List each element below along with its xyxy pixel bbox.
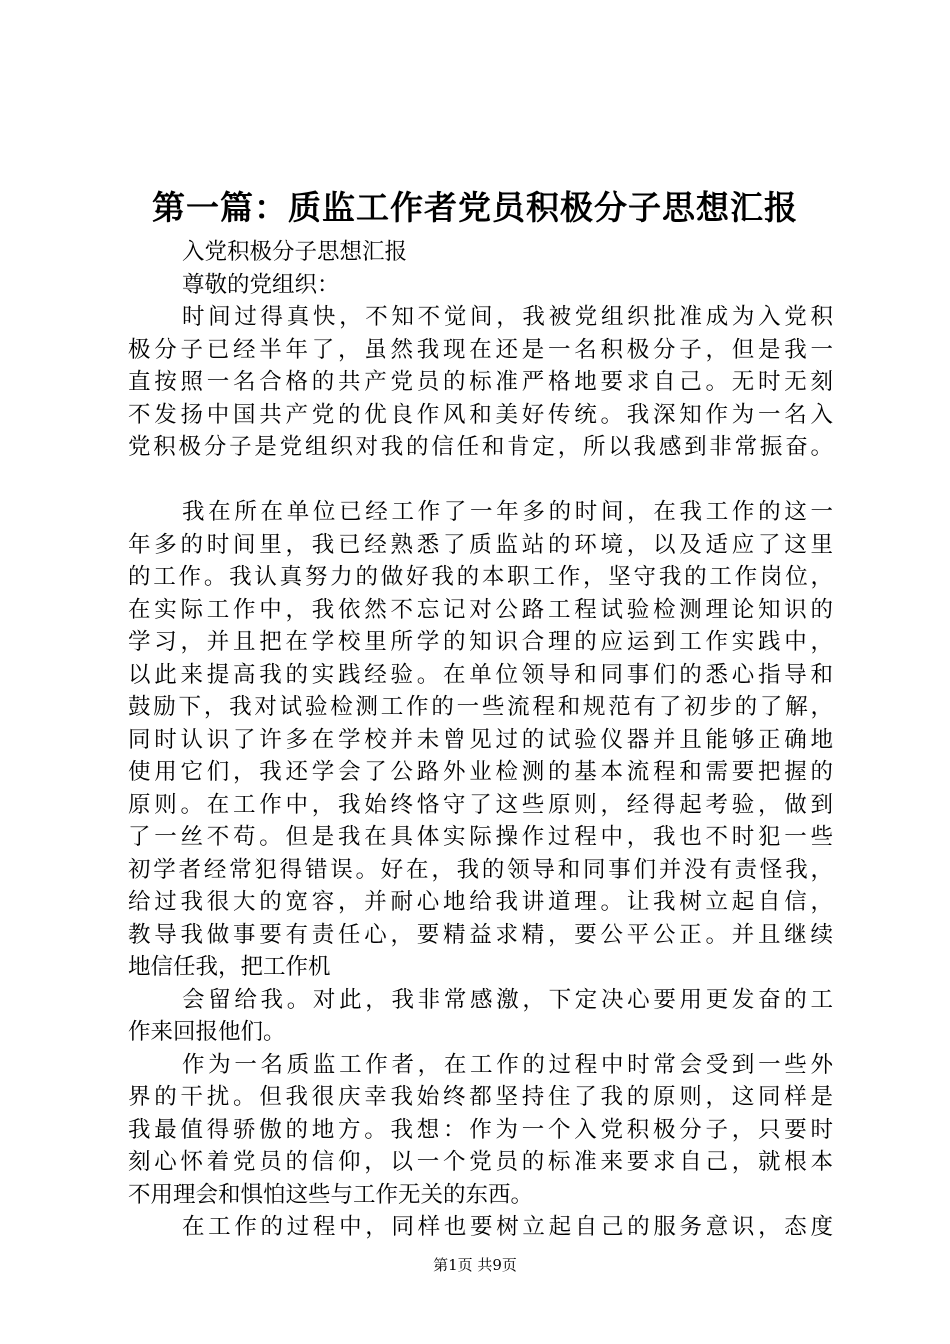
text-line: 给过我很大的宽容，并耐心地给我讲道理。让我树立起自信，: [128, 889, 833, 915]
text-line: 在工作的过程中，同样也要树立起自己的服务意识，态度: [182, 1214, 833, 1240]
text-line: 原则。在工作中，我始终恪守了这些原则，经得起考验，做到: [128, 791, 833, 818]
text-line: 作来回报他们。: [128, 1019, 286, 1045]
blank-line: [128, 464, 833, 497]
text-line: 了一丝不苟。但是我在具体实际操作过程中，我也不时犯一些: [128, 824, 833, 850]
text-line: 鼓励下，我对试验检测工作的一些流程和规范有了初步的了解，: [128, 694, 833, 720]
text-line: 我最值得骄傲的地方。我想：作为一个入党积极分子，只要时: [128, 1116, 833, 1143]
text-line: 学习，并且把在学校里所学的知识合理的应运到工作实践中，: [128, 629, 833, 655]
text-line: 初学者经常犯得错误。好在，我的领导和同事们并没有责怪我，: [128, 856, 833, 883]
text-line: 界的干扰。但我很庆幸我始终都坚持住了我的原则，这同样是: [128, 1084, 833, 1110]
text-line: 同时认识了许多在学校并未曾见过的试验仪器并且能够正确地: [128, 726, 833, 753]
text-line: 的工作。我认真努力的做好我的本职工作，坚守我的工作岗位，: [128, 564, 833, 590]
text-line: 我在所在单位已经工作了一年多的时间，在我工作的这一: [182, 499, 833, 525]
document-body: [128, 236, 833, 1244]
text-line: 会留给我。对此，我非常感激，下定决心要用更发奋的工: [182, 986, 833, 1013]
text-line: 时间过得真快，不知不觉间，我被党组织批准成为入党积: [182, 304, 833, 330]
text-line: 极分子已经半年了，虽然我现在还是一名积极分子，但是我一: [128, 336, 833, 363]
text-line: 入党积极分子思想汇报: [182, 239, 408, 265]
text-line: 使用它们，我还学会了公路外业检测的基本流程和需要把握的: [128, 759, 833, 785]
text-line: 尊敬的党组织：: [182, 271, 340, 298]
text-line: 年多的时间里，我已经熟悉了质监站的环境，以及适应了这里: [128, 531, 833, 558]
text-line: 直按照一名合格的共产党员的标准严格地要求自己。无时无刻: [128, 369, 833, 395]
page-footer: 第1页 共9页: [433, 1256, 517, 1274]
text-line: 地信任我，把工作机: [128, 954, 331, 980]
text-line: 以此来提高我的实践经验。在单位领导和同事们的悉心指导和: [128, 661, 833, 688]
document-title: 第一篇：质监工作者党员积极分子思想汇报: [152, 188, 798, 227]
text-line: 在实际工作中，我依然不忘记对公路工程试验检测理论知识的: [128, 596, 833, 623]
text-line: 不发扬中国共产党的优良作风和美好传统。我深知作为一名入: [128, 401, 833, 428]
text-line: 党积极分子是党组织对我的信任和肯定，所以我感到非常振奋。: [128, 434, 833, 460]
text-line: 刻心怀着党员的信仰，以一个党员的标准来要求自己，就根本: [128, 1149, 833, 1175]
text-line: 教导我做事要有责任心，要精益求精，要公平公正。并且继续: [128, 921, 833, 948]
text-line: 不用理会和惧怕这些与工作无关的东西。: [128, 1181, 534, 1208]
text-line: 作为一名质监工作者，在工作的过程中时常会受到一些外: [182, 1051, 833, 1078]
